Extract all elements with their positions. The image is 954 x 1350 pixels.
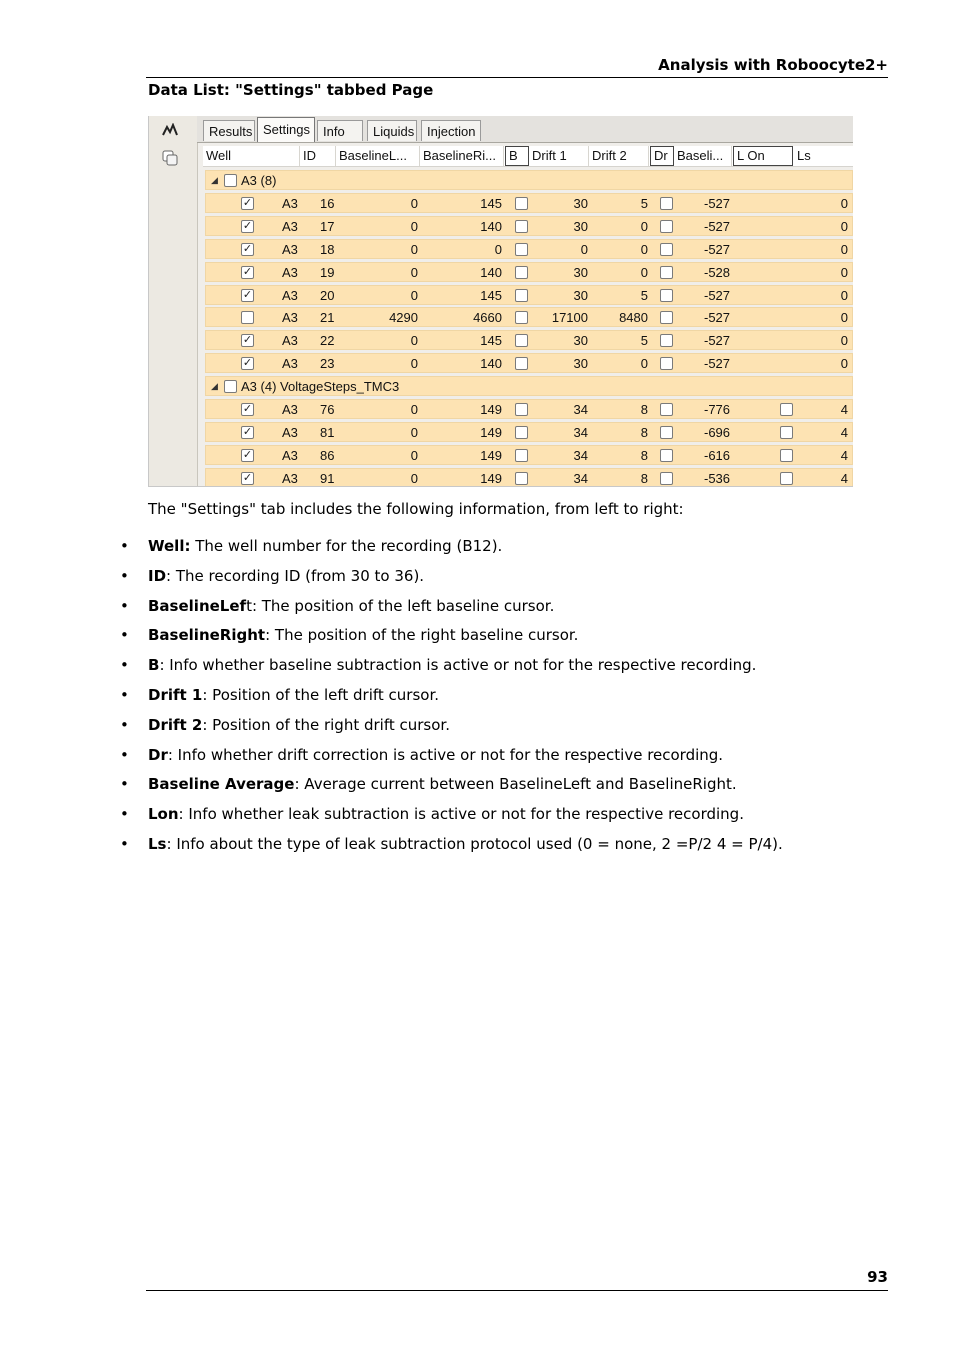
tab-results[interactable]: Results	[203, 120, 255, 141]
chart-icon[interactable]	[159, 120, 181, 140]
cell-baseline-left: 0	[410, 218, 418, 234]
cell-ls: 0	[840, 333, 848, 349]
cell-well: A3	[282, 424, 298, 440]
row-checkbox[interactable]: ✓	[242, 288, 253, 301]
copy-icon[interactable]	[159, 148, 181, 168]
bullet-dot-icon: •	[120, 834, 129, 853]
cell-baseline-right: 149	[480, 424, 502, 440]
cell-drift-1: 34	[573, 424, 588, 440]
bullet-description: : Info about the type of leak subtraction protocol used (0 = none, 2 =P/2 4 = P/4).	[166, 834, 783, 853]
column-header-row	[203, 146, 853, 167]
cell-baseline-average: -696	[704, 424, 731, 440]
cell-id: 76	[320, 402, 335, 417]
cell-id: 81	[320, 424, 335, 440]
cell-ls: 0	[840, 241, 848, 257]
cell-id: 16	[320, 195, 335, 211]
group-label: A3 (8)	[241, 173, 277, 188]
cell-baseline-average: -527	[704, 218, 731, 234]
cell-id: 22	[320, 333, 335, 349]
cell-dr-checkbox[interactable]	[660, 289, 673, 302]
bullet-dot-icon: •	[120, 715, 129, 734]
cell-ls: 4	[840, 424, 848, 440]
data-list-screenshot	[148, 116, 853, 487]
table-row[interactable]	[205, 445, 853, 465]
cell-baseline-right: 145	[480, 333, 502, 349]
cell-well: A3	[282, 287, 298, 303]
cell-baseline-left: 0	[410, 264, 418, 280]
bullet-dot-icon: •	[120, 656, 129, 675]
row-checkbox[interactable]: ✓	[242, 425, 253, 438]
bullet-description: t: The position of the left baseline cursor.	[246, 596, 555, 615]
cell-baseline-average: -616	[704, 447, 731, 463]
bullet-term: BaselineLef	[148, 596, 247, 615]
cell-drift-2: 8	[640, 402, 648, 417]
cell-baseline-average: -527	[704, 241, 731, 257]
bullet-term: Baseline Average	[148, 775, 295, 794]
cell-drift-2: 8	[640, 447, 648, 463]
bullet-term: BaselineRight	[148, 626, 266, 645]
cell-ls: 0	[840, 264, 848, 280]
bullet-description: : Position of the left drift cursor.	[202, 685, 440, 704]
bullet-list	[112, 532, 872, 860]
bullet-dot-icon: •	[120, 685, 129, 704]
tab-info[interactable]: Info	[317, 120, 363, 141]
cell-baseline-average: -536	[704, 470, 731, 486]
row-checkbox[interactable]: ✓	[242, 242, 253, 255]
col-b[interactable]: B	[505, 146, 529, 166]
cell-baseline-average: -527	[704, 333, 731, 349]
section-title: Data List: "Settings" tabbed Page	[148, 81, 434, 99]
cell-ls: 0	[840, 310, 848, 326]
bullet-description: : Info whether drift correction is active or not for the respective recording.	[167, 745, 724, 764]
col-baseline-right[interactable]: BaselineRi...	[420, 146, 504, 166]
bullet-dot-icon: •	[120, 745, 129, 764]
intro-paragraph: The "Settings" tab includes the following information, from left to right:	[148, 500, 684, 518]
cell-drift-2: 0	[640, 356, 648, 372]
cell-drift-1: 30	[573, 264, 588, 280]
cell-lon-checkbox[interactable]	[780, 449, 793, 462]
cell-baseline-left: 0	[410, 287, 418, 303]
tab-injection[interactable]: Injection	[421, 120, 481, 141]
cell-baseline-left: 0	[410, 333, 418, 349]
cell-baseline-right: 4660	[473, 310, 502, 326]
cell-dr-checkbox[interactable]	[660, 403, 673, 416]
cell-well: A3	[282, 447, 298, 463]
cell-drift-1: 0	[580, 241, 588, 257]
cell-baseline-left: 0	[410, 424, 418, 440]
bullet-item	[112, 711, 872, 741]
cell-baseline-left: 0	[410, 470, 418, 486]
cell-dr-checkbox[interactable]	[660, 266, 673, 279]
cell-well: A3	[282, 470, 298, 486]
table-row[interactable]	[205, 330, 853, 350]
bullet-item	[112, 562, 872, 592]
bullet-dot-icon: •	[120, 566, 129, 585]
cell-id: 17	[320, 218, 335, 234]
col-l-on[interactable]: L On	[733, 146, 793, 166]
cell-drift-1: 30	[573, 356, 588, 372]
row-checkbox[interactable]: ✓	[242, 219, 253, 232]
cell-drift-2: 8	[640, 470, 648, 486]
col-well[interactable]: Well	[203, 146, 300, 166]
row-checkbox[interactable]: ✓	[242, 471, 253, 484]
cell-drift-2: 0	[640, 264, 648, 280]
row-checkbox[interactable]: ✓	[242, 265, 253, 278]
group-checkbox[interactable]	[224, 174, 237, 187]
bullet-item	[112, 770, 872, 800]
running-header: Analysis with Roboocyte2+	[146, 56, 888, 78]
cell-drift-1: 34	[573, 447, 588, 463]
table-row[interactable]	[205, 262, 853, 282]
cell-baseline-average: -527	[704, 310, 731, 326]
cell-baseline-average: -527	[704, 356, 731, 372]
table-row[interactable]	[205, 399, 853, 419]
row-checkbox[interactable]: ✓	[242, 357, 253, 370]
cell-well: A3	[282, 310, 298, 326]
bullet-item	[112, 651, 872, 681]
table-row[interactable]	[205, 468, 853, 487]
cell-baseline-right: 0	[494, 241, 502, 257]
cell-ls: 0	[840, 195, 848, 211]
table-row[interactable]	[205, 193, 853, 213]
bullet-dot-icon: •	[120, 775, 129, 794]
bullet-description: The well number for the recording (B12).	[190, 537, 503, 555]
col-id[interactable]: ID	[300, 146, 336, 166]
cell-ls: 0	[840, 287, 848, 303]
bullet-term: Ls	[148, 834, 167, 853]
cell-id: 86	[320, 447, 335, 463]
cell-baseline-left: 4290	[389, 310, 418, 326]
bullet-description: : Info whether baseline subtraction is active or not for the respective recording.	[159, 656, 757, 675]
cell-baseline-average: -527	[704, 287, 731, 303]
cell-drift-1: 30	[573, 333, 588, 349]
cell-id: 91	[320, 470, 335, 486]
collapse-triangle-icon[interactable]: ◢	[211, 381, 218, 392]
cell-id: 20	[320, 287, 335, 303]
cell-baseline-right: 140	[480, 356, 502, 372]
cell-drift-1: 17100	[551, 310, 588, 326]
table-row[interactable]	[205, 353, 853, 373]
bullet-description: : Info whether leak subtraction is active or not for the respective recording.	[178, 805, 744, 824]
cell-id: 18	[320, 241, 335, 257]
cell-lon-checkbox[interactable]	[780, 472, 793, 485]
row-checkbox[interactable]: ✓	[242, 448, 253, 461]
cell-id: 21	[320, 310, 335, 326]
cell-baseline-right: 149	[480, 402, 502, 417]
cell-id: 23	[320, 356, 335, 372]
cell-drift-2: 5	[640, 287, 648, 303]
cell-drift-2: 5	[640, 195, 648, 211]
cell-dr-checkbox[interactable]	[660, 357, 673, 370]
cell-baseline-right: 145	[480, 287, 502, 303]
bullet-item	[112, 532, 872, 562]
cell-baseline-left: 0	[410, 241, 418, 257]
row-checkbox[interactable]: ✓	[242, 334, 253, 347]
cell-baseline-average: -528	[704, 264, 731, 280]
bullet-item	[112, 800, 872, 830]
tab-strip	[197, 116, 853, 143]
cell-ls: 0	[840, 218, 848, 234]
col-dr[interactable]: Dr	[650, 146, 674, 166]
cell-well: A3	[282, 333, 298, 349]
cell-dr-checkbox[interactable]	[660, 243, 673, 256]
cell-baseline-right: 140	[480, 218, 502, 234]
group-row[interactable]	[205, 376, 853, 396]
table-row[interactable]	[205, 239, 853, 259]
cell-dr-checkbox[interactable]	[660, 449, 673, 462]
side-toolbar	[149, 116, 198, 486]
table-row[interactable]	[205, 285, 853, 305]
cell-dr-checkbox[interactable]	[660, 220, 673, 233]
table-row[interactable]	[205, 216, 853, 236]
cell-ls: 4	[840, 402, 848, 417]
cell-well: A3	[282, 264, 298, 280]
group-label: A3 (4) VoltageSteps_TMC3	[241, 379, 400, 395]
cell-drift-2: 0	[640, 241, 648, 257]
bullet-term: B	[148, 656, 160, 675]
cell-dr-checkbox[interactable]	[660, 334, 673, 347]
group-row[interactable]	[205, 170, 853, 190]
cell-dr-checkbox[interactable]	[660, 426, 673, 439]
row-checkbox[interactable]	[241, 311, 254, 324]
cell-id: 19	[320, 264, 335, 280]
col-drift-2[interactable]: Drift 2	[589, 146, 649, 166]
cell-baseline-left: 0	[410, 447, 418, 463]
bullet-term: Lon	[148, 805, 179, 824]
cell-lon-checkbox[interactable]	[780, 426, 793, 439]
row-checkbox[interactable]: ✓	[242, 403, 253, 415]
bullet-term: Drift 1	[148, 685, 203, 704]
cell-drift-1: 30	[573, 195, 588, 211]
table-row[interactable]	[205, 422, 853, 442]
page-number: 93	[146, 1268, 888, 1291]
cell-well: A3	[282, 218, 298, 234]
cell-baseline-right: 149	[480, 447, 502, 463]
bullet-term: ID	[148, 566, 167, 585]
cell-drift-2: 8480	[619, 310, 648, 326]
cell-dr-checkbox[interactable]	[660, 197, 673, 210]
cell-baseline-left: 0	[410, 356, 418, 372]
tab-settings[interactable]: Settings	[257, 117, 315, 142]
bullet-term: Well:	[148, 537, 191, 555]
bullet-item	[112, 741, 872, 771]
cell-drift-2: 8	[640, 424, 648, 440]
bullet-item	[112, 681, 872, 711]
cell-baseline-left: 0	[410, 402, 418, 417]
cell-drift-1: 30	[573, 287, 588, 303]
cell-well: A3	[282, 241, 298, 257]
cell-baseline-right: 145	[480, 195, 502, 211]
col-drift-1[interactable]: Drift 1	[529, 146, 589, 166]
bullet-description: : The position of the right baseline cursor.	[265, 626, 579, 645]
cell-ls: 4	[840, 470, 848, 486]
bullet-term: Drift 2	[148, 715, 203, 734]
bullet-dot-icon: •	[120, 537, 129, 555]
cell-drift-1: 34	[573, 470, 588, 486]
cell-drift-1: 30	[573, 218, 588, 234]
bullet-dot-icon: •	[120, 805, 129, 824]
cell-baseline-average: -527	[704, 195, 731, 211]
cell-drift-1: 34	[573, 402, 588, 417]
cell-baseline-left: 0	[410, 195, 418, 211]
collapse-triangle-icon[interactable]: ◢	[211, 175, 218, 185]
tab-liquids[interactable]: Liquids	[367, 120, 417, 141]
cell-well: A3	[282, 402, 298, 417]
cell-well: A3	[282, 195, 298, 211]
bullet-dot-icon: •	[120, 596, 129, 615]
cell-lon-checkbox[interactable]	[780, 403, 793, 416]
bullet-item	[112, 621, 872, 651]
bullet-description: : Position of the right drift cursor.	[202, 715, 450, 734]
cell-baseline-right: 149	[480, 470, 502, 486]
col-baseline-average[interactable]: Baseli...	[674, 146, 732, 166]
bullet-dot-icon: •	[120, 626, 129, 645]
bullet-term: Dr	[148, 745, 168, 764]
bullet-description: : Average current between BaselineLeft and BaselineRight.	[294, 775, 737, 794]
cell-baseline-average: -776	[704, 402, 731, 417]
table-row[interactable]	[205, 307, 853, 327]
cell-well: A3	[282, 356, 298, 372]
group-checkbox[interactable]	[224, 380, 237, 393]
row-checkbox[interactable]: ✓	[242, 196, 253, 209]
cell-dr-checkbox[interactable]	[660, 311, 673, 324]
cell-ls: 0	[840, 356, 848, 372]
cell-dr-checkbox[interactable]	[660, 472, 673, 485]
cell-drift-2: 5	[640, 333, 648, 349]
bullet-item	[112, 830, 872, 860]
col-baseline-left[interactable]: BaselineL...	[336, 146, 420, 166]
col-ls[interactable]: Ls	[794, 146, 853, 166]
bullet-item	[112, 592, 872, 622]
cell-ls: 4	[840, 447, 848, 463]
cell-baseline-right: 140	[480, 264, 502, 280]
bullet-description: : The recording ID (from 30 to 36).	[166, 566, 425, 585]
cell-drift-2: 0	[640, 218, 648, 234]
